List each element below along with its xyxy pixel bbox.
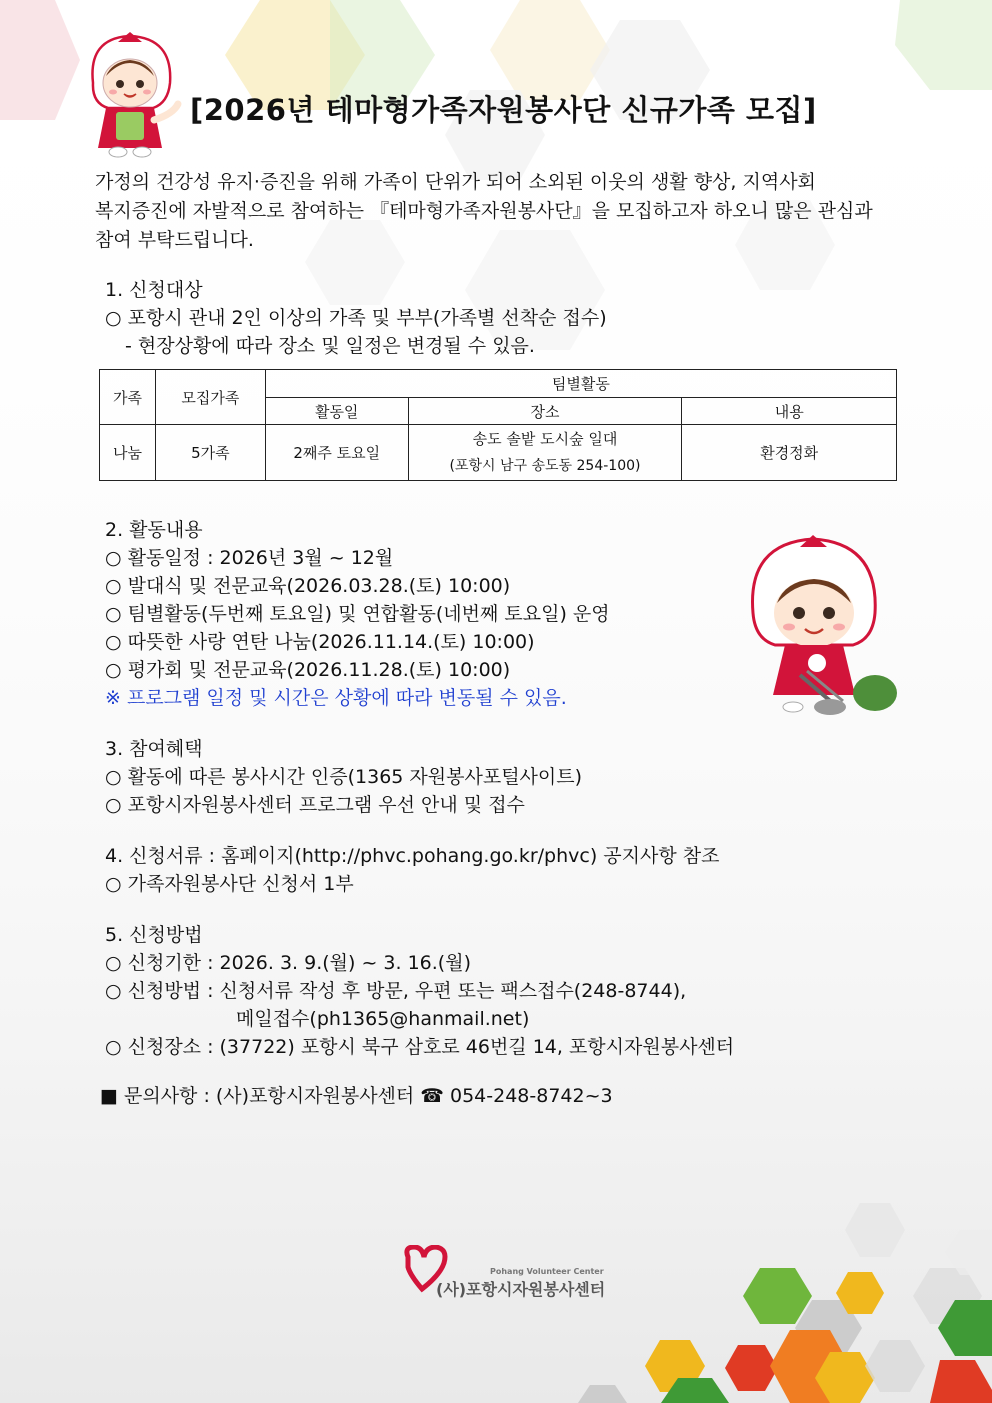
section-benefits [105,735,582,819]
list-item: ○ 포항시 관내 2인 이상의 가족 및 부부(가족별 선착순 접수) [105,307,607,329]
mascot-pointing-icon [78,28,183,163]
section-heading: 3. 참여혜택 [105,738,203,760]
list-item: ○ 따뜻한 사랑 연탄 나눔(2026.11.14.(토) 10:00) [105,631,535,653]
intro-paragraph [95,168,895,255]
cell-recruit: 5가족 [155,425,265,481]
cell-place-line-1: 송도 솔밭 도시숲 일대 [472,429,618,448]
list-item: ○ 발대식 및 전문교육(2026.03.28.(토) 10:00) [105,575,511,597]
logo-english-name: Pohang Volunteer Center [490,1267,604,1276]
cell-date: 2째주 토요일 [265,425,408,481]
list-item: ○ 신청방법 : 신청서류 작성 후 방문, 우편 또는 팩스접수(248-8744), [105,980,687,1002]
header-team-activity: 팀별활동 [265,370,896,398]
cell-family: 나눔 [100,425,156,481]
cell-content: 환경정화 [682,425,897,481]
header-place: 장소 [408,398,682,425]
section-heading: 4. 신청서류 : 홈페이지(http://phvc.pohang.go.kr/phvc) 공지사항 참조 [105,845,720,867]
section-heading: 5. 신청방법 [105,924,203,946]
list-item: ○ 팀별활동(두번째 토요일) 및 연합활동(네번째 토요일) 운영 [105,603,610,625]
list-item: ○ 신청기한 : 2026. 3. 9.(월) ~ 3. 16.(월) [105,952,471,974]
section-application [105,921,734,1061]
intro-line-3: 참여 부탁드립니다. [95,229,254,251]
header-date: 활동일 [265,398,408,425]
cell-place [408,425,682,481]
section-eligibility [105,276,607,360]
list-item: ○ 활동일정 : 2026년 3월 ~ 12월 [105,547,394,569]
contact-info: ■ 문의사항 : (사)포항시자원봉사센터 ☎ 054-248-8742~3 [100,1085,613,1107]
header-content: 내용 [682,398,897,425]
section-activities [105,516,610,712]
list-item-note: - 현장상황에 따라 장소 및 일정은 변경될 수 있음. [125,335,535,357]
list-item-continued: 메일접수(ph1365@hanmail.net) [236,1008,530,1030]
mascot-cleanup-icon [745,535,900,720]
section-documents [105,842,719,898]
team-activity-table [99,369,897,481]
page-title: [2026년 테마형가족자원봉사단 신규가족 모집] [190,93,817,127]
header-recruit: 모집가족 [155,370,265,425]
intro-line-1: 가정의 건강성 유지·증진을 위해 가족이 단위가 되어 소외된 이웃의 생활 향상, 지역사회 [95,171,816,193]
schedule-note: ※ 프로그램 일정 및 시간은 상황에 따라 변동될 수 있음. [105,687,567,709]
list-item: ○ 포항시자원봉사센터 프로그램 우선 안내 및 접수 [105,794,525,816]
list-item: ○ 신청장소 : (37722) 포항시 북구 삼호로 46번길 14, 포항시자원봉사센터 [105,1036,735,1058]
list-item: ○ 활동에 따른 봉사시간 인증(1365 자원봉사포털사이트) [105,766,583,788]
section-heading: 2. 활동내용 [105,519,203,541]
cell-place-line-2: (포항시 남구 송도동 254-100) [449,457,641,474]
logo-korean-name: (사)포항시자원봉사센터 [436,1280,606,1299]
list-item: ○ 가족자원봉사단 신청서 1부 [105,873,354,895]
list-item: ○ 평가회 및 전문교육(2026.11.28.(토) 10:00) [105,659,511,681]
intro-line-2: 복지증진에 자발적으로 참여하는 『테마형가족자원봉사단』을 모집하고자 하오니 많은 관심과 [95,200,873,222]
section-heading: 1. 신청대상 [105,279,203,301]
header-family: 가족 [100,370,156,425]
